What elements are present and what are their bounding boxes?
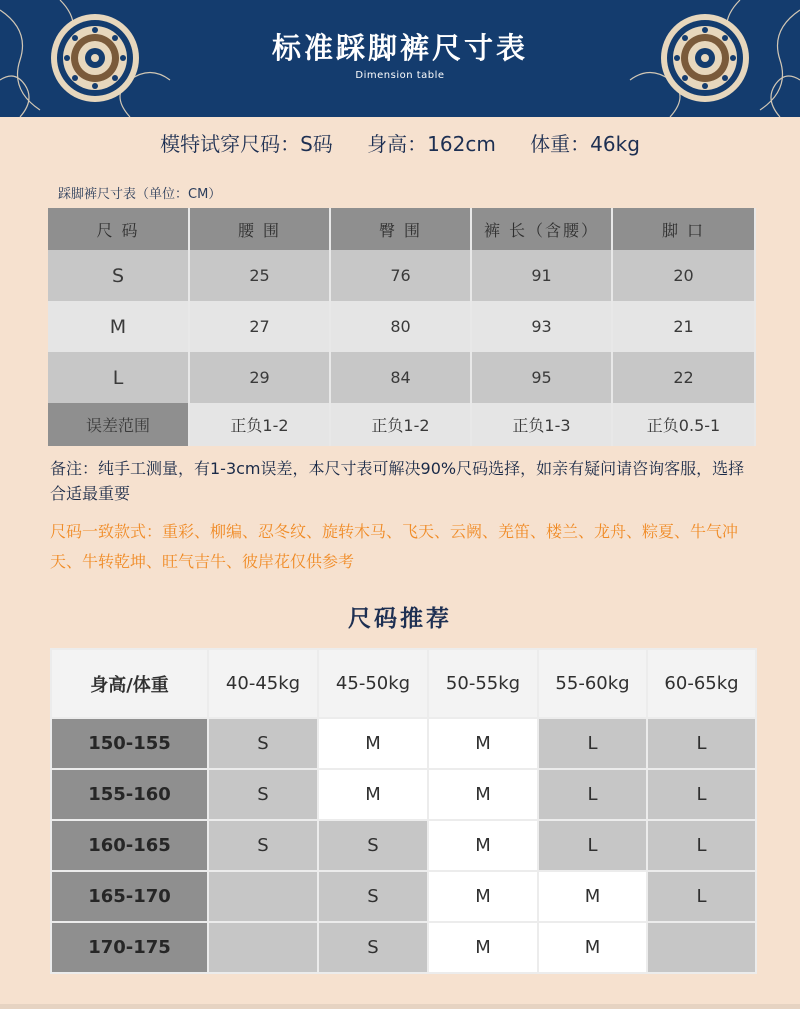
weight-header: 45-50kg: [318, 649, 428, 718]
header-cell: 脚 口: [612, 208, 755, 250]
weight-header: 60-65kg: [647, 649, 756, 718]
recommend-cell: M: [318, 769, 428, 820]
size-label: S: [48, 250, 189, 301]
height-range: 165-170: [51, 871, 208, 922]
recommend-cell: S: [208, 769, 318, 820]
tolerance-row: [48, 403, 755, 446]
measurement-note: 备注：纯手工测量，有1-3cm误差，本尺寸表可解决90%尺码选择，如亲有疑问请咨询客服，选择合适最重要: [50, 459, 745, 503]
table-row: [48, 352, 755, 403]
height-range: 160-165: [51, 820, 208, 871]
recommend-cell: M: [428, 871, 538, 922]
table-cell: 25: [189, 250, 330, 301]
recommend-cell: M: [538, 922, 647, 973]
recommend-cell: S: [318, 820, 428, 871]
header-cell: 臀 围: [330, 208, 471, 250]
table-cell: 正负1-3: [471, 403, 612, 446]
height-range: 155-160: [51, 769, 208, 820]
table-row: [48, 301, 755, 352]
table-row: [51, 718, 756, 769]
table-cell: 80: [330, 301, 471, 352]
recommend-header: [51, 649, 756, 718]
recommend-cell: [208, 922, 318, 973]
recommend-cell: L: [647, 871, 756, 922]
matching-styles-note: 尺码一致款式：重彩、柳编、忍冬纹、旋转木马、飞天、云阙、羌笛、楼兰、龙舟、粽夏、牛气冲天、牛转乾坤、旺气吉牛、彼岸花仅供参考: [50, 522, 739, 571]
recommend-cell: [647, 922, 756, 973]
table-cell: 正负0.5-1: [612, 403, 755, 446]
model-info: [0, 128, 800, 157]
size-table-caption: 踩脚裤尺寸表（单位：CM）: [58, 187, 222, 202]
recommend-cell: L: [647, 820, 756, 871]
size-label: L: [48, 352, 189, 403]
table-cell: 84: [330, 352, 471, 403]
table-cell: 20: [612, 250, 755, 301]
model-weight: 体重：46kg: [530, 132, 640, 156]
weight-header: 55-60kg: [538, 649, 647, 718]
header-cell: 裤 长（含腰）: [471, 208, 612, 250]
recommend-cell: M: [428, 922, 538, 973]
recommend-cell: M: [428, 718, 538, 769]
table-row: [51, 769, 756, 820]
tolerance-label: 误差范围: [48, 403, 189, 446]
recommend-cell: L: [647, 769, 756, 820]
model-size: 模特试穿尺码：S码: [160, 132, 333, 156]
weight-header: 50-55kg: [428, 649, 538, 718]
table-cell: 正负1-2: [189, 403, 330, 446]
table-cell: 95: [471, 352, 612, 403]
height-range: 150-155: [51, 718, 208, 769]
recommend-cell: L: [647, 718, 756, 769]
recommend-cell: S: [318, 922, 428, 973]
recommend-cell: S: [208, 718, 318, 769]
header-cell: 腰 围: [189, 208, 330, 250]
recommend-title: 尺码推荐: [348, 606, 452, 632]
footer-divider: [0, 1004, 800, 1009]
table-cell: 正负1-2: [330, 403, 471, 446]
table-row: [48, 250, 755, 301]
weight-header: 40-45kg: [208, 649, 318, 718]
table-cell: 22: [612, 352, 755, 403]
height-range: 170-175: [51, 922, 208, 973]
recommend-cell: M: [538, 871, 647, 922]
table-row: [51, 871, 756, 922]
table-row: [51, 820, 756, 871]
recommend-cell: M: [318, 718, 428, 769]
size-label: M: [48, 301, 189, 352]
table-cell: 76: [330, 250, 471, 301]
table-cell: 29: [189, 352, 330, 403]
recommend-cell: M: [428, 769, 538, 820]
table-cell: 21: [612, 301, 755, 352]
size-recommend-table: [50, 648, 757, 974]
page-title: 标准踩脚裤尺寸表: [271, 31, 528, 65]
header-banner: [0, 0, 800, 117]
recommend-cell: S: [208, 820, 318, 871]
model-height: 身高：162cm: [367, 132, 496, 156]
header-cell: 尺 码: [48, 208, 189, 250]
recommend-cell: L: [538, 820, 647, 871]
recommend-cell: S: [318, 871, 428, 922]
recommend-cell: M: [428, 820, 538, 871]
table-cell: 27: [189, 301, 330, 352]
size-table-header: [48, 208, 755, 250]
size-table: [48, 208, 756, 446]
table-cell: 93: [471, 301, 612, 352]
corner-cell: 身高/体重: [51, 649, 208, 718]
table-row: [51, 922, 756, 973]
recommend-cell: [208, 871, 318, 922]
recommend-cell: L: [538, 769, 647, 820]
recommend-cell: L: [538, 718, 647, 769]
page-subtitle: Dimension table: [355, 70, 445, 81]
table-cell: 91: [471, 250, 612, 301]
